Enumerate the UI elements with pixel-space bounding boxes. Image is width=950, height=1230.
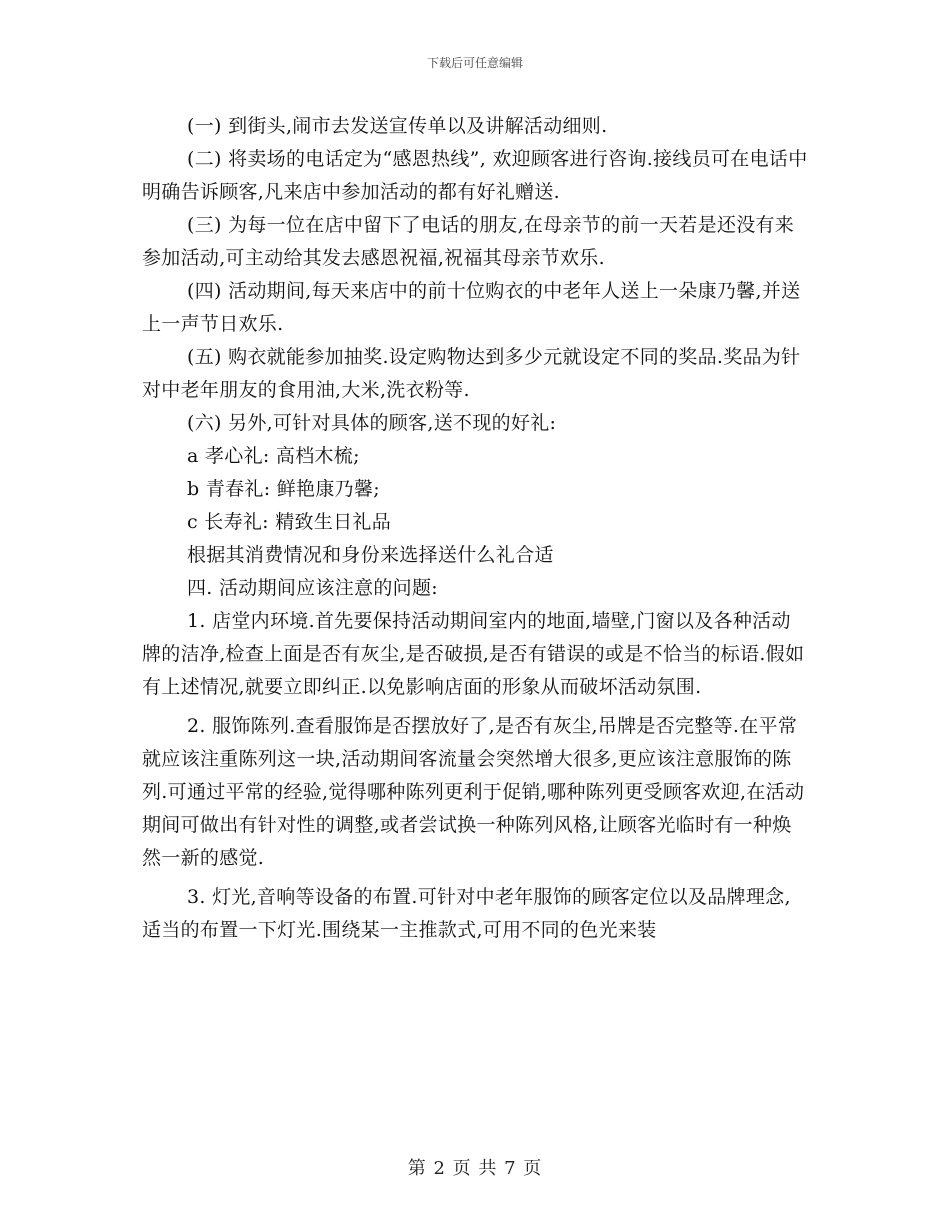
document-body [142,110,810,947]
paragraph-2: (二) 将卖场的电话定为“感恩热线”, 欢迎顾客进行咨询.接线员可在电话中明确告诉顾客,凡来店中参加活动的都有好礼赠送. [142,148,808,203]
page-header: 下载后可任意编辑 [426,56,523,70]
page-number: 第 2 页 共 7 页 [407,1158,543,1179]
section-heading-4: 四. 活动期间应该注意的问题: [187,577,438,599]
paragraph-item-3: 3. 灯光,音响等设备的布置.可针对中老年服饰的顾客定位以及品牌理念,适当的布置一下灯光.围绕某一主推款式,可用不同的色光来装 [142,886,791,941]
paragraph-4: (四) 活动期间,每天来店中的前十位购衣的中老年人送上一朵康乃馨,并送上一声节日欢乐. [142,280,801,335]
paragraph-1: (一) 到街头,闹市去发送宣传单以及讲解活动细则. [187,115,608,137]
paragraph-item-1: 1. 店堂内环境.首先要保持活动期间室内的地面,墙壁,门窗以及各种活动牌的洁净,检查上面是否有灰尘,是否破损,是否有错误的或是不恰当的标语.假如有上述情况,就要立即纠正.以免影响店面的形象从而破坏活动氛围. [142,610,805,698]
paragraph-3: (三) 为每一位在店中留下了电话的朋友,在母亲节的前一天若是还没有来参加活动,可主动给其发去感恩祝福,祝福其母亲节欢乐. [142,214,795,269]
paragraph-5: (五) 购衣就能参加抽奖.设定购物达到多少元就设定不同的奖品.奖品为针对中老年朋友的食用油,大米,洗衣粉等. [142,346,801,401]
paragraph-choice: 根据其消费情况和身份来选择送什么礼合适 [187,544,554,566]
paragraph-item-2: 2. 服饰陈列.查看服饰是否摆放好了,是否有灰尘,吊牌是否完整等.在平常就应该注重陈列这一块,活动期间客流量会突然增大很多,更应该注意服饰的陈列.可通过平常的经验,觉得哪种陈列更利于促销,哪种陈列更受顾客欢迎,在活动期间可做出有针对性的调整,或者尝试换一种陈列风格,让顾客光临时有一种焕然一新的感觉. [142,715,805,869]
gift-item-c: c 长寿礼: 精致生日礼品 [187,511,392,533]
paragraph-6: (六) 另外,可针对具体的顾客,送不现的好礼: [187,412,557,434]
gift-item-b: b 青春礼: 鲜艳康乃馨; [187,478,380,500]
gift-item-a: a 孝心礼: 高档木梳; [187,445,360,467]
